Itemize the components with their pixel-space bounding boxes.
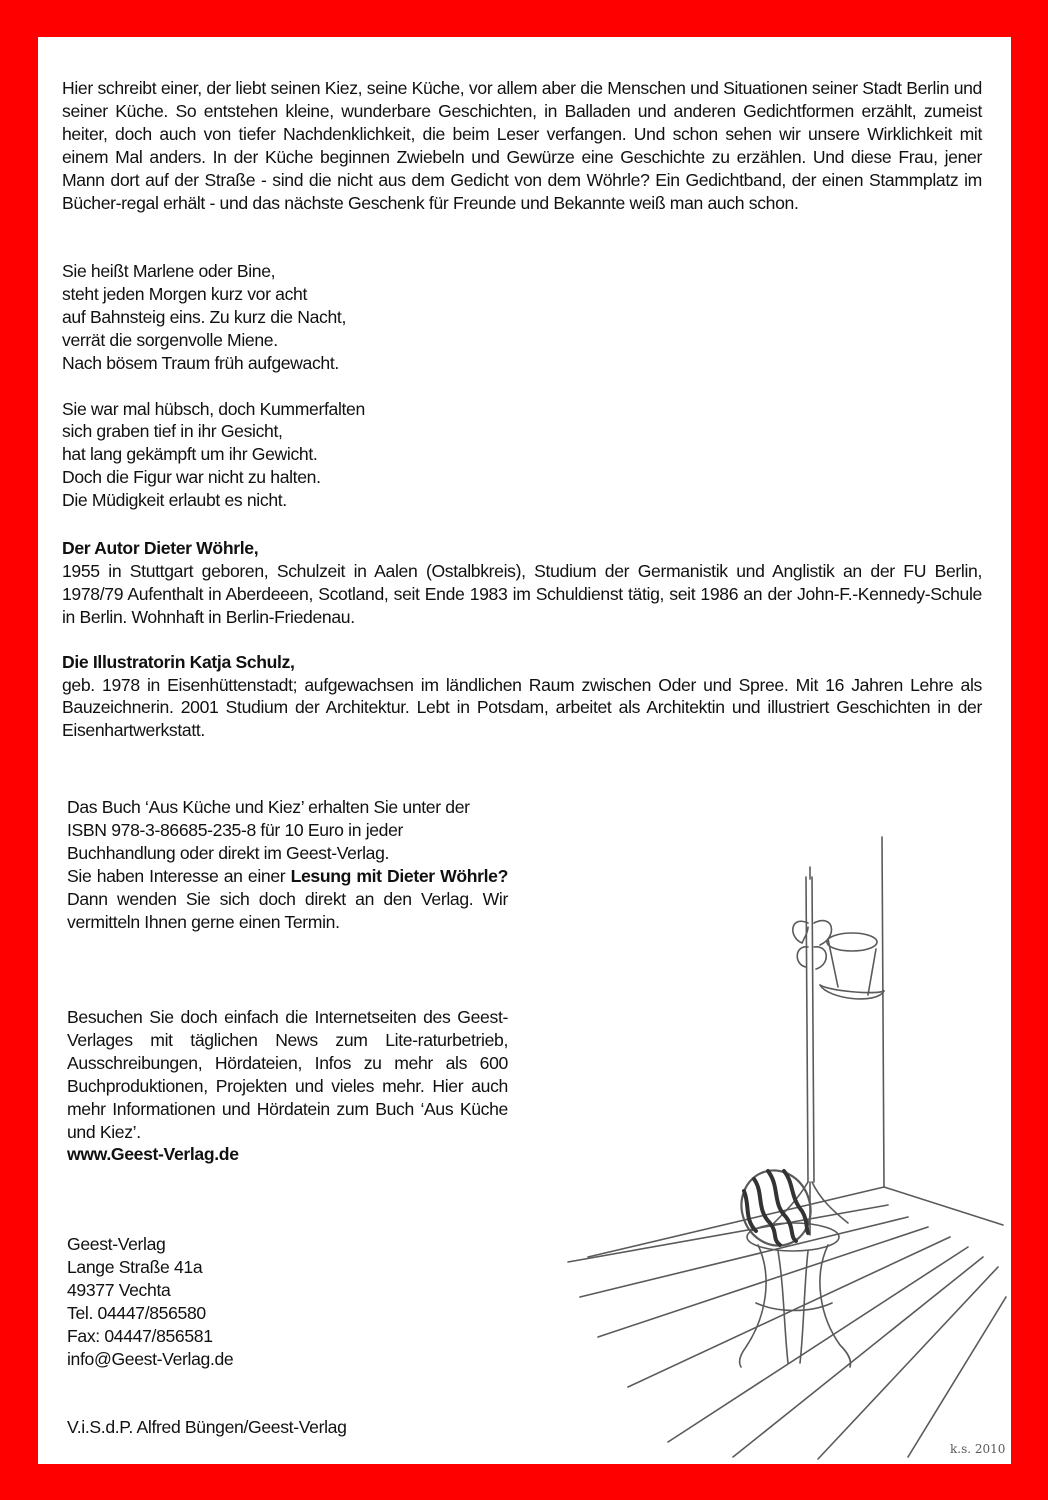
poem-line: sich graben tief in ihr Gesicht, [62, 421, 283, 442]
illustrator-heading: Die Illustratorin Katja Schulz, [62, 651, 295, 672]
room-sketch-illustration [558, 827, 1011, 1464]
top-hat [820, 933, 884, 999]
publisher-address [67, 1233, 508, 1370]
coat-stand [772, 867, 848, 1235]
address-line: Tel. 04447/856580 [67, 1302, 206, 1323]
website-text: Besuchen Sie doch einfach die Internetseiten des Geest-Verlages mit täglichen News zum Lite-raturbetrieb, Ausschreibungen, Hördateien, Infos zu mehr als 600 Buchproduktionen, Projekten und vieles mehr. Hier auch mehr Informationen und Hördatein zum Buch ‘Aus Küche und Kiez’. [67, 1007, 508, 1142]
intro-paragraph: Hier schreibt einer, der liebt seinen Kiez, seine Küche, vor allem aber die Menschen und Situationen seiner Stadt Berlin und seiner Küche. So entstehen kleine, wunderbare Geschichten, in Balladen und anderen Gedichtformen erzählt, zumeist heiter, doch auch von tiefer Nachdenklichkeit, die beim Leser verfangen. Und schon sehen wir unsere Wirklichkeit mit einem Mal anders. In der Küche beginnen Zwiebeln und Gewürze eine Geschichte zu erzählen. Und diese Frau, jener Mann dort auf der Straße - sind die nicht aus dem Gedicht von dem Wöhrle? Ein Gedichtband, der einen Stammplatz im Bücher-regal erhält - und das nächste Geschenk für Freunde und Bekannte weiß man auch schon. [62, 78, 982, 213]
website-link[interactable]: www.Geest-Verlag.de [67, 1144, 239, 1165]
illustrator-bio: geb. 1978 in Eisenhüttenstadt; aufgewachsen im ländlichen Raum zwischen Oder und Spree. Mit 16 Jahren Lehre als Bauzeichnerin. 2001 Studium der Architektur. Lebt in Potsdam, arbeitet als Architektin und illustriert Geschichten in der Eisenhartwerkstatt. [62, 674, 982, 741]
address-line: 49377 Vechta [67, 1279, 171, 1300]
poem-line: steht jeden Morgen kurz vor acht [62, 283, 308, 304]
address-line: Lange Straße 41a [67, 1256, 203, 1277]
page-sheet [38, 37, 1011, 1464]
reading-invite-tail: Dann wenden Sie sich doch direkt an den Verlag. Wir vermitteln Ihnen gerne einen Termin. [67, 888, 508, 932]
poem-line: Doch die Figur war nicht zu halten. [62, 467, 321, 488]
visdp-note: V.i.S.d.P. Alfred Büngen/Geest-Verlag [67, 1417, 347, 1437]
poem-line: Sie war mal hübsch, doch Kummerfalten [62, 398, 365, 419]
reading-invite [67, 865, 508, 934]
poem-line: auf Bahnsteig eins. Zu kurz die Nacht, [62, 306, 346, 327]
poem-excerpt [62, 260, 582, 512]
website-info [67, 1006, 508, 1166]
poem-stanza-1 [62, 260, 582, 375]
artist-signature: k.s. 2010 [950, 1442, 1006, 1456]
poem-line: hat lang gekämpft um ihr Gewicht. [62, 444, 318, 465]
poem-stanza-2 [62, 398, 582, 513]
author-bio: 1955 in Stuttgart geboren, Schulzeit in Aalen (Ostalbkreis), Studium der Germanistik und Anglistik an der FU Berlin, 1978/79 Aufenthalt in Aberdeeen, Scotland, seit Ende 1983 im Schuldienst tätig, seit 1986 an der John-F.-Kennedy-Schule in Berlin. Wohnhaft in Berlin-Friedenau. [62, 560, 982, 627]
address-line: Fax: 04447/856581 [67, 1325, 213, 1346]
author-heading: Der Autor Dieter Wöhrle, [62, 538, 259, 558]
order-text: Das Buch ‘Aus Küche und Kiez’ erhalten Sie unter der ISBN 978-3-86685-235-8 für 10 Euro in jeder Buchhandlung oder direkt im Geest-Verlag. [67, 797, 470, 863]
poem-line: verrät die sorgenvolle Miene. [62, 329, 278, 350]
poem-line: Die Müdigkeit erlaubt es nicht. [62, 490, 287, 511]
reading-invite-highlight: Lesung mit Dieter Wöhrle? [290, 865, 508, 886]
poem-line: Sie heißt Marlene oder Bine, [62, 261, 276, 281]
wall-corner-line [882, 837, 884, 1187]
reading-invite-lead: Sie haben Interesse an einer [67, 865, 291, 886]
address-line: Geest-Verlag [67, 1234, 166, 1254]
order-info [67, 796, 508, 933]
poem-line: Nach bösem Traum früh aufgewacht. [62, 352, 339, 373]
bios-section [62, 537, 982, 742]
email-link[interactable]: info@Geest-Verlag.de [67, 1348, 234, 1369]
